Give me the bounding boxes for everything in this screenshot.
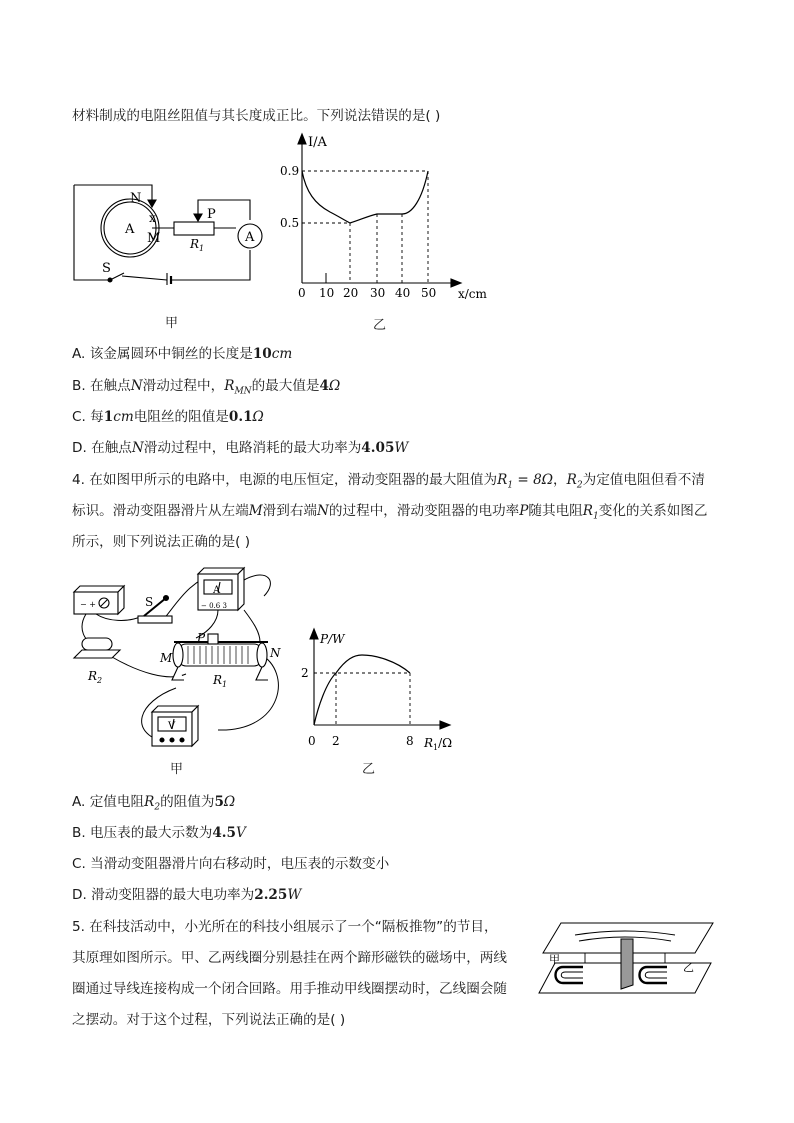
q4-option-c: C. 当滑动变阻器滑片向右移动时，电压表的示数变小 <box>72 856 390 872</box>
q3-circuit-diagram <box>70 180 270 285</box>
q5-stem-line-4: 之摆动。对于这个过程，下列说法正确的是( ) <box>72 1012 346 1028</box>
q4-label-p: P <box>197 631 206 645</box>
q3-fig-yi-caption: 乙 <box>373 318 387 333</box>
q4-graph-x-tick-0: 0 <box>308 734 316 748</box>
q4-graph-y-tick-2: 2 <box>301 666 309 680</box>
q3-label-ring-a: A <box>125 222 135 237</box>
q3-graph-x-tick-0: 0 <box>298 286 306 300</box>
q4-label-r2: $R_2$ <box>88 669 103 685</box>
q3-fig-jia-caption: 甲 <box>165 316 179 331</box>
q4-stem-line-1: 4. 在如图甲所示的电路中，电源的电压恒定，滑动变阻器的最大阻值为$R_1 = 8\Omega$，$R_2$为定值电阻但看不清 <box>72 472 705 491</box>
q3-label-r1: $R_1$ <box>190 237 205 253</box>
q4-apparatus-diagram <box>68 562 298 760</box>
q5-stem-line-3: 圈通过导线连接构成一个闭合回路。用手推动甲线圈摆动时，乙线圈会随 <box>72 981 507 997</box>
q3-label-p: P <box>207 207 216 222</box>
q4-option-d: D. 滑动变阻器的最大电功率为2.25W <box>72 887 302 903</box>
q5-label-yi: 乙 <box>683 961 694 974</box>
q4-label-s: S <box>145 595 154 609</box>
q4-label-r1: $R_1$ <box>213 673 228 689</box>
q4-power-graph <box>296 625 466 755</box>
q3-graph-x-tick-50: 50 <box>421 286 437 300</box>
q4-graph-x-tick-2: 2 <box>332 734 340 748</box>
q4-label-n: N <box>270 646 281 660</box>
q4-label-m: M <box>160 651 173 665</box>
q4-label-voltmeter: V <box>168 721 176 732</box>
q4-option-b: B. 电压表的最大示数为4.5V <box>72 825 246 841</box>
q3-graph-y-tick-0.9: 0.9 <box>280 164 300 178</box>
q3-label-n: N <box>130 191 142 206</box>
q3-graph-y-label: I/A <box>308 135 327 150</box>
q5-stem-line-2: 其原理如图所示。甲、乙两线圈分别悬挂在两个蹄形磁铁的磁场中，两线 <box>72 950 507 966</box>
q3-label-x: x <box>149 211 156 225</box>
q3-graph-x-tick-40: 40 <box>395 286 411 300</box>
q4-stem-line-3: 所示，则下列说法正确的是( ) <box>72 534 251 550</box>
q4-stem-line-2: 标识。滑动变阻器滑片从左端M滑到右端N的过程中，滑动变阻器的电功率P随其电阻$R_1$变化的关系如图乙 <box>72 503 708 522</box>
q4-fig-yi-caption: 乙 <box>362 762 376 777</box>
q3-label-ammeter: A <box>245 230 255 245</box>
q4-label-ammeter: A <box>213 585 221 596</box>
svg-text:− +: − + <box>80 600 96 609</box>
q3-label-m: M <box>147 231 161 246</box>
q3-current-graph <box>280 130 495 310</box>
q4-graph-y-label: P/W <box>320 632 345 646</box>
q3-label-s: S <box>102 261 111 276</box>
q5-label-jia: 甲 <box>549 953 560 966</box>
q3-graph-x-tick-10: 10 <box>319 286 335 300</box>
q3-graph-x-label: x/cm <box>458 287 487 301</box>
q4-fig-jia-caption: 甲 <box>170 762 184 777</box>
q5-stem-line-1: 5. 在科技活动中，小光所在的科技小组展示了一个“隔板推物”的节目， <box>72 919 498 935</box>
q3-option-d: D. 在触点N滑动过程中，电路消耗的最大功率为4.05W <box>72 440 409 456</box>
q3-graph-x-tick-20: 20 <box>343 286 359 300</box>
q3-graph-x-tick-30: 30 <box>370 286 386 300</box>
q3-option-a: A. 该金属圆环中铜丝的长度是10cm <box>72 346 293 362</box>
q3-graph-y-tick-0.5: 0.5 <box>280 216 300 230</box>
q5-partition-diagram <box>535 915 725 1000</box>
q4-graph-x-tick-8: 8 <box>406 734 414 748</box>
q3-option-c: C. 每1cm电阻丝的阻值是0.1Ω <box>72 409 264 425</box>
q4-ammeter-scale: − 0.6 3 <box>201 602 227 610</box>
q3-intro: 材料制成的电阻丝阻值与其长度成正比。下列说法错误的是( ) <box>72 108 441 124</box>
q4-graph-x-label: $R_1/\Omega$ <box>424 736 453 752</box>
q4-option-a: A. 定值电阻$R_2$的阻值为5Ω <box>72 794 236 813</box>
q3-option-b: B. 在触点N滑动过程中，$R_{MN}$的最大值是4Ω <box>72 378 341 397</box>
